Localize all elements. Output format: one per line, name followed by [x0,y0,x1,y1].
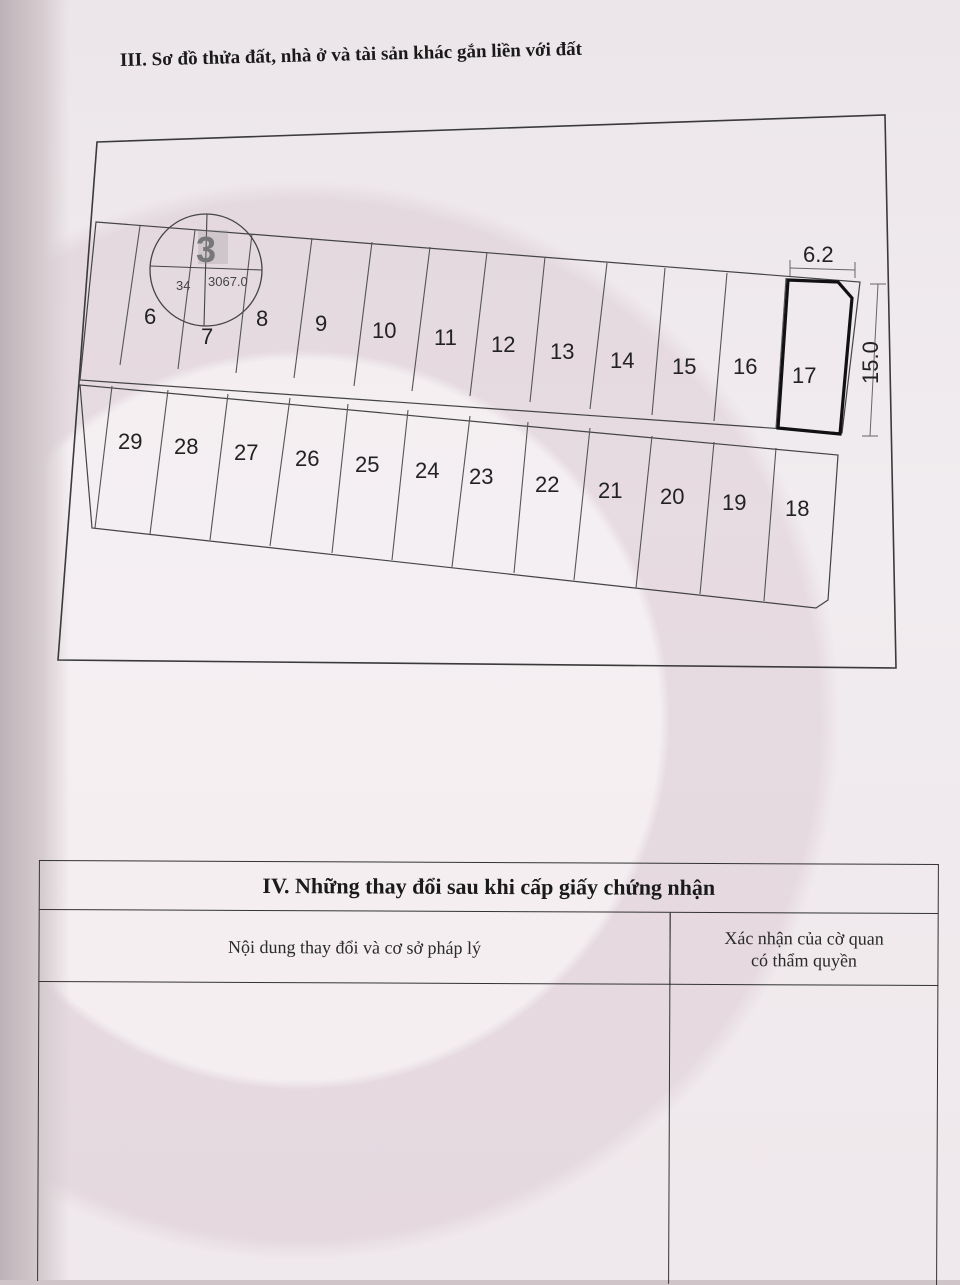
top-lot-9: 9 [315,311,328,336]
column-header-confirmation-line2: có thẩm quyền [750,949,858,971]
bottom-lot-29: 29 [118,429,143,454]
bottom-lot-28: 28 [174,434,199,459]
dimension-width-label: 6.2 [803,242,834,267]
top-lot-8: 8 [256,306,269,331]
dimension-depth-label: 15.0 [858,341,883,384]
top-lot-7: 7 [201,324,214,349]
section-iv-title: IV. Những thay đổi sau khi cấp giấy chứng nhận [39,860,939,914]
bottom-lot-23: 23 [469,464,494,489]
bottom-lot-24: 24 [415,458,440,483]
top-row-lot-labels [144,304,816,388]
column-confirmation-body [668,984,938,1285]
bottom-lot-27: 27 [234,440,259,465]
bottom-lot-26: 26 [295,446,320,471]
top-lot-14: 14 [610,348,635,373]
bottom-lot-19: 19 [722,490,747,515]
bottom-lot-25: 25 [355,452,380,477]
bottom-lot-21: 21 [598,478,623,503]
bottom-lot-22: 22 [535,472,560,497]
plan-frame [58,115,896,668]
bottom-lot-20: 20 [660,484,685,509]
top-lot-12: 12 [491,332,516,357]
sheet-label-right: 3067.0 [208,274,248,289]
sheet-number: 3 [196,229,217,270]
column-header-content-label: Nội dung thay đổi và cơ sở pháp lý [227,936,482,958]
lot-17-highlight [778,280,852,434]
top-lot-16: 16 [733,354,758,379]
column-header-confirmation [669,913,938,986]
top-lot-6: 6 [144,304,157,329]
top-lot-11: 11 [434,325,457,350]
top-lot-15: 15 [672,354,697,379]
column-header-confirmation-line1: Xác nhận của cờ quan [724,927,884,949]
sheet-label-left: 34 [176,278,191,293]
column-header-content [38,910,670,985]
section-iii-title: III. Sơ đồ thửa đất, nhà ở và tài sản khác gắn liền với đất [119,38,583,71]
column-content-body [37,981,670,1284]
section-iv-table [37,860,939,1284]
top-lot-10: 10 [372,318,397,343]
top-lot-17: 17 [792,363,817,388]
top-lot-13: 13 [550,339,575,364]
bottom-lot-18: 18 [785,496,810,521]
